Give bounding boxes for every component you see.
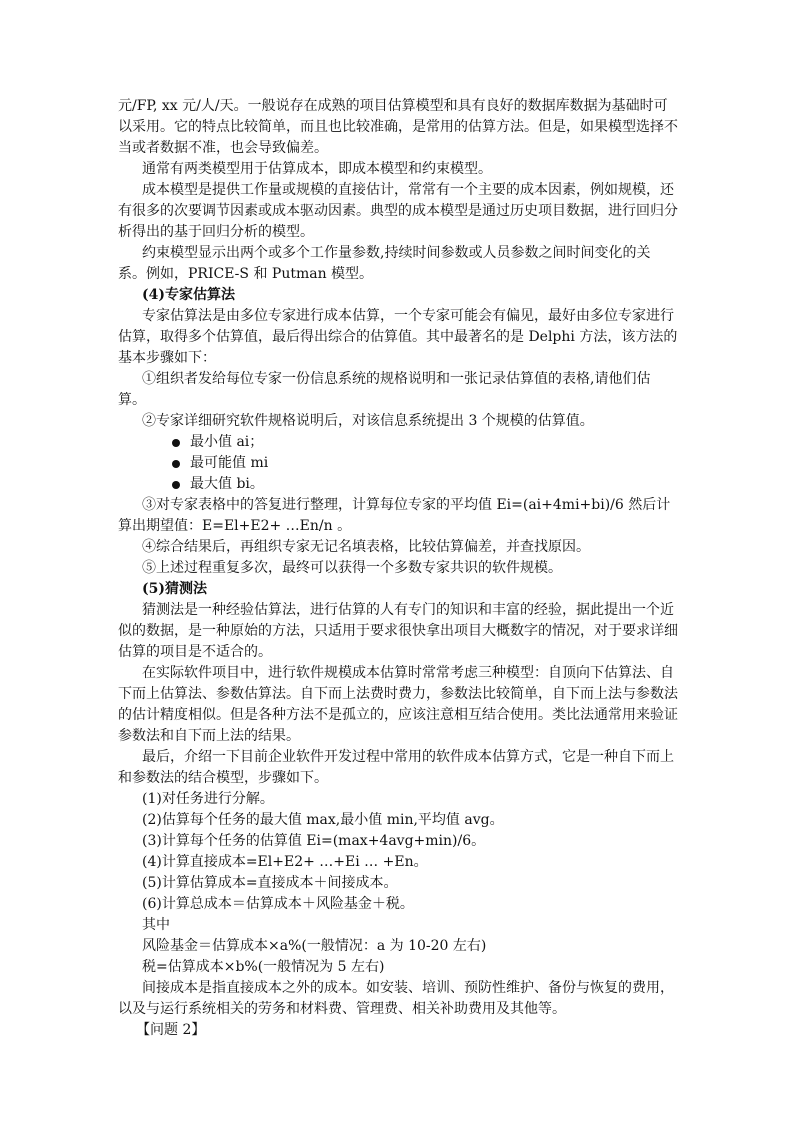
bullet-item [118, 453, 678, 474]
bullet-item [118, 432, 678, 453]
numbered-item: (4)计算直接成本=El+E2+ …+Ei … +En。 [142, 854, 428, 870]
bullet-dot-icon [172, 460, 180, 468]
paragraph: 成本模型是提供工作量或规模的直接估计，常常有一个主要的成本因素，例如规模，还有很多的次要调节因素或成本驱动因素。典型的成本模型是通过历史项目数据，进行回归分析得出的基于回归分析的模型。 [118, 182, 678, 240]
numbered-item: (5)计算估算成本=直接成本＋间接成本。 [142, 875, 398, 891]
numbered-item: (6)计算总成本＝估算成本＋风险基金＋税。 [142, 896, 414, 912]
doc-body [118, 96, 678, 1041]
paragraph: 元/FP, xx 元/人/天。一般说存在成熟的项目估算模型和具有良好的数据库数据为基础时可以采用。它的特点比较简单，而且也比较准确，是常用的估算方法。但是，如果模型选择不当或者数据不准，也会导致偏差。 [118, 98, 678, 156]
bullet-text: 最大值 bi。 [190, 476, 264, 492]
paragraph: 猜测法是一种经验估算法，进行估算的人有专门的知识和丰富的经验，据此提出一个近似的数据，是一种原始的方法，只适用于要求很快拿出项目大概数字的情况，对于要求详细估算的项目是不适合的。 [118, 602, 678, 660]
bullet-item [118, 474, 678, 495]
step-item: ③对专家表格中的答复进行整理，计算每位专家的平均值 Ei=(ai+4mi+bi)/6 然后计算出期望值：E=El+E2+ …En/n 。 [118, 497, 671, 534]
step-item: ⑤上述过程重复多次，最终可以获得一个多数专家共识的软件规模。 [142, 560, 562, 576]
section-heading: (4)专家估算法 [142, 287, 235, 303]
step-item: ②专家详细研究软件规格说明后，对该信息系统提出 3 个规模的估算值。 [142, 413, 594, 429]
step-item: ④综合结果后，再组织专家无记名填表格，比较估算偏差，并查找原因。 [142, 539, 590, 555]
bullet-dot-icon [172, 439, 180, 447]
section-heading: (5)猜测法 [142, 581, 207, 597]
paragraph: 在实际软件项目中，进行软件规模成本估算时常常考虑三种模型：自顶向下估算法、自下而上估算法、参数估算法。自下而上法费时费力，参数法比较简单，自下而上法与参数法的估计精度相似。但是各种方法不是孤立的，应该注意相互结合使用。类比法通常用来验证参数法和自下而上法的结果。 [118, 665, 678, 744]
note-line: 其中 [142, 917, 170, 933]
paragraph: 专家估算法是由多位专家进行成本估算，一个专家可能会有偏见，最好由多位专家进行估算，取得多个估算值，最后得出综合的估算值。其中最著名的是 Delphi 方法，该方法的基本步骤如下： [118, 308, 678, 366]
formula-line: 税=估算成本×b%(一般情况为 5 左右) [142, 959, 385, 975]
question-heading: 【问题 2】 [136, 1022, 206, 1038]
step-item: ①组织者发给每位专家一份信息系统的规格说明和一张记录估算值的表格,请他们估算。 [118, 371, 651, 408]
paragraph: 最后，介绍一下目前企业软件开发过程中常用的软件成本估算方式，它是一种自下而上和参数法的结合模型，步骤如下。 [118, 749, 674, 786]
paragraph: 通常有两类模型用于估算成本，即成本模型和约束模型。 [142, 161, 492, 177]
paragraph: 约束模型显示出两个或多个工作量参数,持续时间参数或人员参数之间时间变化的关系。例如，PRICE-S 和 Putman 模型。 [118, 245, 651, 282]
numbered-item: (3)计算每个任务的估算值 Ei=(max+4avg+min)/6。 [142, 833, 486, 849]
bullet-dot-icon [172, 481, 180, 489]
formula-line: 风险基金＝估算成本×a%(一般情况：a 为 10-20 左右) [142, 938, 487, 954]
paragraph: 间接成本是指直接成本之外的成本。如安装、培训、预防性维护、备份与恢复的费用，以及与运行系统相关的劳务和材料费、管理费、相关补助费用及其他等。 [118, 980, 674, 1017]
bullet-text: 最可能值 mi [190, 455, 269, 471]
numbered-item: (2)估算每个任务的最大值 max,最小值 min,平均值 avg。 [142, 812, 504, 828]
numbered-item: (1)对任务进行分解。 [142, 791, 274, 807]
bullet-text: 最小值 ai； [190, 434, 264, 450]
